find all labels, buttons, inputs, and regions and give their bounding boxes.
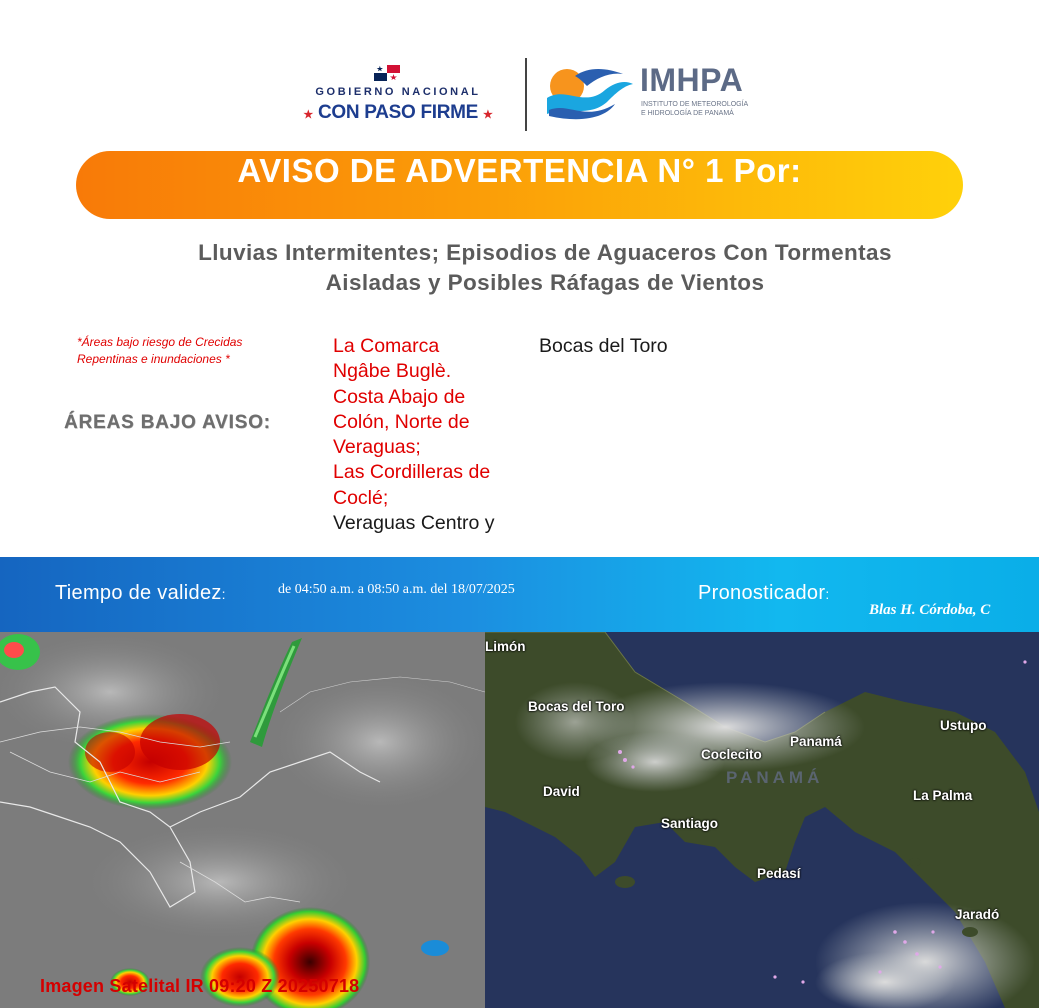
area-item: Veraguas; <box>333 436 421 459</box>
map-label-santiago: Santiago <box>661 816 719 831</box>
panama-map-graphic <box>485 632 1039 1008</box>
forecaster-label-text: Pronosticador <box>698 582 826 604</box>
warning-subtitle <box>70 238 1020 298</box>
flood-risk-note <box>77 334 307 368</box>
panama-radar-map <box>485 632 1039 1008</box>
gov-motto-text: CON PASO FIRME <box>317 102 479 123</box>
area-item: La Comarca <box>333 335 440 357</box>
area-item: Coclé; <box>333 486 389 509</box>
map-label-panama: Panamá <box>790 734 842 749</box>
validity-value: de 04:50 a.m. a 08:50 a.m. del 18/07/2025 <box>278 582 515 597</box>
map-label-bocas-del-toro: Bocas del Toro <box>528 699 625 714</box>
panama-flag-icon <box>374 65 400 81</box>
risk-note-line: Repentinas e inundaciones * <box>77 352 230 366</box>
satellite-caption: Imagen Satelital IR 09:20 Z 20250718 <box>40 976 360 996</box>
warning-title: AVISO DE ADVERTENCIA N° 1 Por: <box>237 152 802 189</box>
forecaster-label <box>698 582 830 605</box>
area-item-bocas: Bocas del Toro <box>539 335 668 357</box>
map-country-label: PANAMÁ <box>726 768 824 787</box>
imhpa-logo-text: IMHPA <box>640 62 744 98</box>
forecaster-colon: : <box>825 586 830 602</box>
gov-top-text: GOBIERNO NACIONAL <box>315 86 481 98</box>
imhpa-subtitle-line: E HIDROLOGÍA DE PANAMÁ <box>641 110 734 117</box>
validity-label <box>55 582 226 605</box>
map-label-david: David <box>543 784 580 799</box>
map-label-limon: Limón <box>485 639 526 654</box>
map-label-coclecito: Coclecito <box>701 747 762 762</box>
subtitle-line-1: Lluvias Intermitentes; Episodios de Aguaceros Con Tormentas <box>198 240 892 265</box>
star-icon: ★ <box>303 109 313 121</box>
area-item: Las Cordilleras de <box>333 461 491 484</box>
forecaster-name: Blas H. Córdoba, C <box>869 602 991 618</box>
risk-note-line: *Áreas bajo riesgo de Crecidas <box>77 335 243 349</box>
star-icon: ★ <box>483 109 493 121</box>
area-item: Veraguas Centro y <box>333 512 495 535</box>
area-item: Costa Abajo de <box>333 385 466 408</box>
map-label-pedasi: Pedasí <box>757 866 801 881</box>
validity-colon: : <box>221 586 226 602</box>
subtitle-line-2: Aisladas y Posibles Ráfagas de Vientos <box>325 270 765 295</box>
logo-divider <box>525 58 527 131</box>
imhpa-sun-wave-icon <box>545 64 635 122</box>
area-item: Ngâbe Buglè. <box>333 360 452 383</box>
satellite-ir-graphic <box>0 632 485 1008</box>
areas-under-warning-label: ÁREAS BAJO AVISO: <box>64 412 271 433</box>
imhpa-subtitle-line: INSTITUTO DE METEOROLOGÍA <box>641 101 749 108</box>
area-item: Colón, Norte de <box>333 410 470 433</box>
satellite-ir-image <box>0 632 485 1008</box>
map-label-la-palma: La Palma <box>913 788 973 803</box>
map-label-jarado: Jaradó <box>955 907 1000 922</box>
imhpa-subtitle <box>641 100 781 118</box>
validity-label-text: Tiempo de validez <box>55 582 222 604</box>
areas-list <box>333 334 533 536</box>
map-label-ustupo: Ustupo <box>940 718 987 733</box>
gov-motto <box>290 102 506 124</box>
